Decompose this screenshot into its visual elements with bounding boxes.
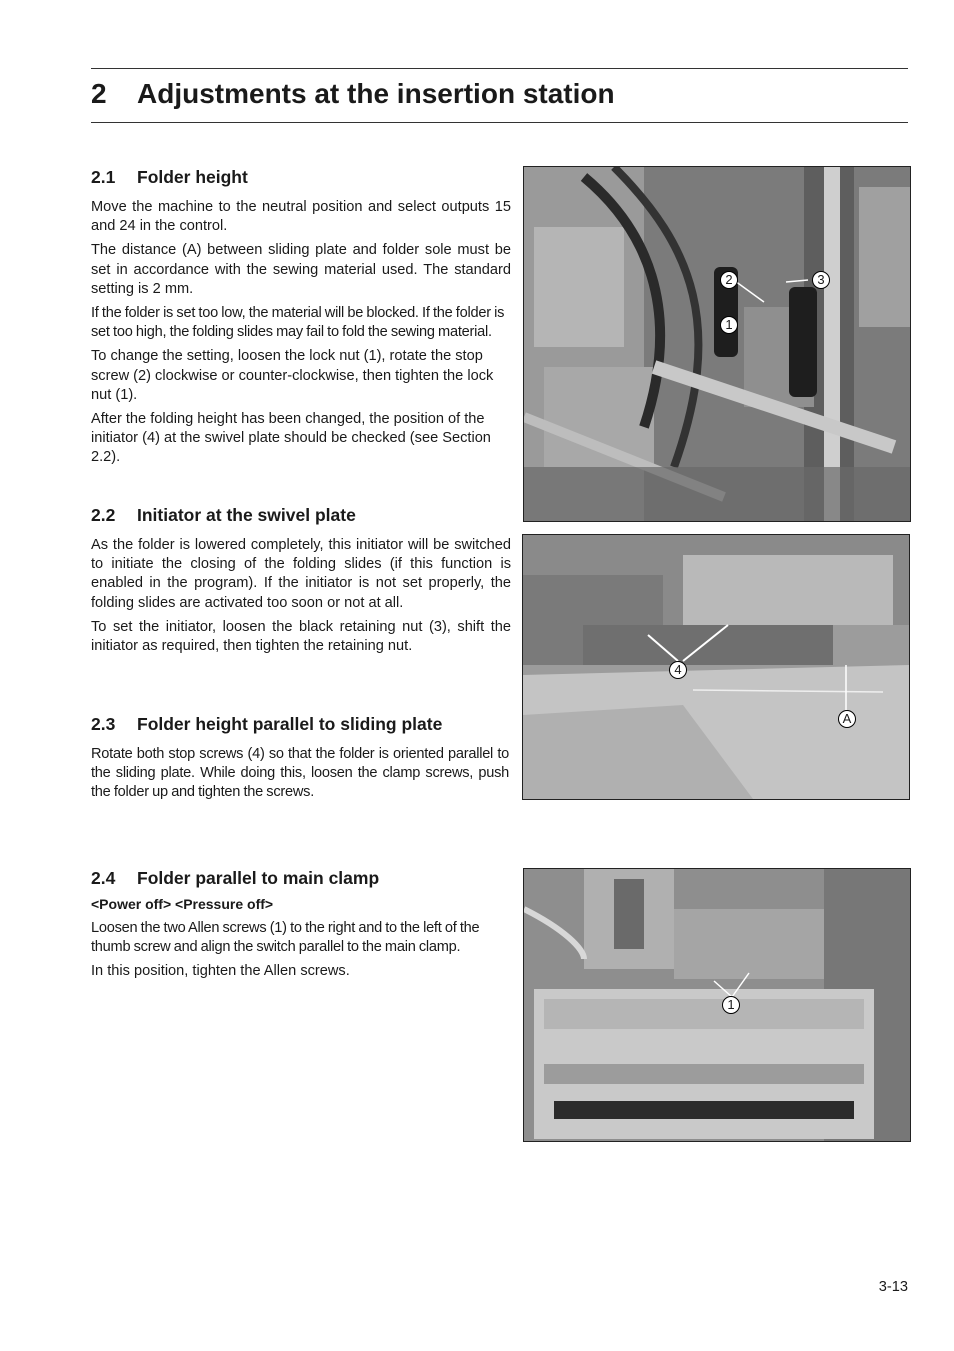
figure-main-clamp-photo: [523, 868, 911, 1142]
section-2-4: [91, 867, 511, 987]
paragraph: After the folding height has been changed, the position of the initiator (4) at the swivel plate should be checked (see Section 2.2).: [91, 411, 491, 466]
section-number: 2.1: [91, 167, 116, 187]
section-2-3: [91, 713, 509, 808]
paragraph: Loosen the two Allen screws (1) to the right and to the left of the thumb screw and align the switch parallel to the main clamp.: [91, 920, 480, 956]
chapter-number: 2: [91, 78, 107, 109]
section-heading: [91, 867, 511, 889]
section-title: Initiator at the swivel plate: [137, 505, 356, 525]
section-2-2: [91, 504, 511, 661]
figure-initiator-photo: [522, 534, 910, 800]
paragraph: In this position, tighten the Allen screws.: [91, 963, 350, 980]
page-number: 3-13: [878, 1279, 908, 1295]
section-heading: [91, 713, 509, 735]
top-rule: [91, 68, 908, 69]
section-heading: [91, 504, 511, 526]
machine-photo-3: [524, 869, 910, 1141]
paragraph: To change the setting, loosen the lock nut (1), rotate the stop screw (2) clockwise or counter-clockwise, then tighten the lock nut (1).: [91, 348, 494, 403]
machine-photo-1: [524, 167, 910, 521]
chapter-title: Adjustments at the insertion station: [137, 78, 615, 109]
paragraph: As the folder is lowered completely, this initiator will be switched to initiate the closing of the folding slides (if this function is enabled in the program). If the initiator is not set properly, the folding slides are activated too soon or not at all.: [91, 537, 511, 611]
callout-1: 1: [720, 316, 738, 334]
heading-rule: [91, 122, 908, 123]
paragraph: Rotate both stop screws (4) so that the folder is oriented parallel to the sliding plate. While doing this, loosen the clamp screws, push the folder up and tighten the screws.: [91, 746, 509, 801]
paragraph: If the folder is set too low, the material will be blocked. If the folder is set too high, the folding slides may fail to fold the sewing material.: [91, 305, 505, 341]
callout-1: 1: [722, 996, 740, 1014]
callout-a: A: [838, 710, 856, 728]
section-number: 2.4: [91, 868, 116, 888]
section-heading: [91, 166, 511, 188]
machine-photo-2: [523, 535, 909, 799]
paragraph: The distance (A) between sliding plate and folder sole must be set in accordance with the sewing material used. The standard setting is 2 mm.: [91, 242, 511, 297]
callout-3: 3: [812, 271, 830, 289]
section-title: Folder parallel to main clamp: [137, 868, 380, 888]
section-title: Folder height parallel to sliding plate: [137, 714, 443, 734]
callout-2: 2: [720, 271, 738, 289]
chapter-heading: [91, 76, 615, 112]
section-number: 2.3: [91, 714, 116, 734]
figure-folder-height-photo: [523, 166, 911, 522]
section-title: Folder height: [137, 167, 248, 187]
section-subtitle: <Power off> <Pressure off>: [91, 896, 274, 912]
callout-4: 4: [669, 661, 687, 679]
paragraph: Move the machine to the neutral position and select outputs 15 and 24 in the control.: [91, 199, 511, 235]
paragraph: To set the initiator, loosen the black retaining nut (3), shift the initiator as required, then tighten the retaining nut.: [91, 618, 511, 655]
section-number: 2.2: [91, 505, 116, 525]
section-2-1: [91, 166, 511, 473]
